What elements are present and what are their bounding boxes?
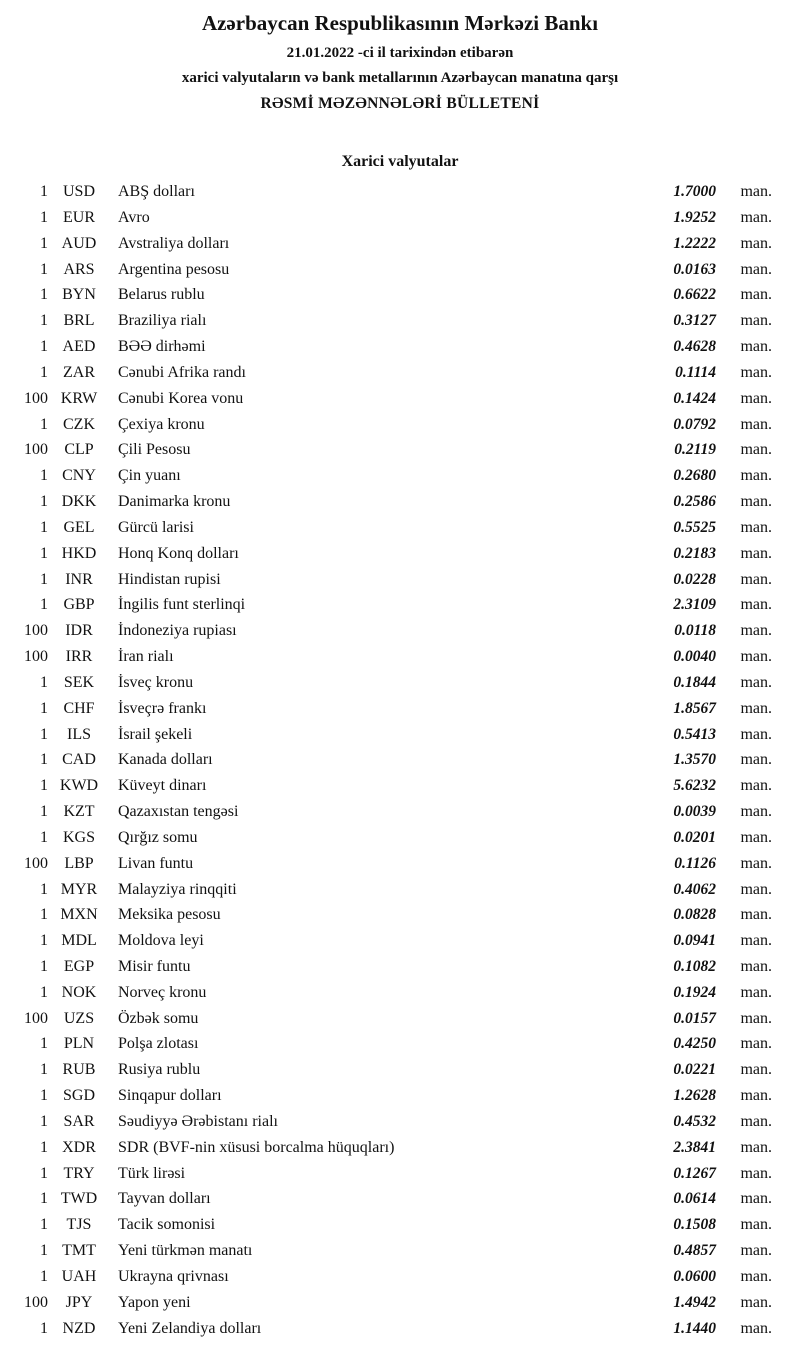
- currency-name-cell: ABŞ dolları: [118, 183, 195, 201]
- rate-value-cell: 0.0828: [673, 906, 716, 924]
- rate-row: [4, 283, 772, 309]
- quantity-cell: 1: [40, 544, 48, 562]
- currency-code-cell: UAH: [61, 1267, 97, 1285]
- currency-code-cell: KRW: [60, 389, 98, 407]
- unit-cell: man.: [740, 208, 772, 226]
- unit-cell: man.: [740, 441, 772, 459]
- rate-row: [4, 1083, 772, 1109]
- rate-value-cell: 0.2586: [673, 493, 716, 511]
- unit-cell: man.: [740, 1319, 772, 1337]
- rate-row: [4, 593, 772, 619]
- currency-code-cell: DKK: [61, 493, 97, 511]
- quantity-cell: 1: [40, 1216, 48, 1234]
- rate-value-cell: 0.4628: [673, 338, 716, 356]
- rate-row: [4, 722, 772, 748]
- quantity-cell: 1: [40, 1190, 48, 1208]
- currency-name-cell: İsveç kronu: [118, 673, 194, 691]
- unit-cell: man.: [740, 1138, 772, 1156]
- rate-value-cell: 1.9252: [673, 208, 716, 226]
- rate-row: [4, 1057, 772, 1083]
- currency-code-cell: LBP: [64, 854, 94, 872]
- currency-name-cell: Belarus rublu: [118, 286, 205, 304]
- currency-code-cell: NZD: [62, 1319, 96, 1337]
- currency-name-cell: Meksika pesosu: [118, 906, 221, 924]
- date-line: 21.01.2022 -ci il tarixindən etibarən: [286, 45, 514, 62]
- currency-name-cell: Tayvan dolları: [118, 1190, 211, 1208]
- rate-row: [4, 334, 772, 360]
- currency-name-cell: Qırğız somu: [118, 828, 198, 846]
- quantity-cell: 1: [40, 1087, 48, 1105]
- currency-name-cell: Rusiya rublu: [118, 1061, 201, 1079]
- currency-name-cell: Küveyt dinarı: [118, 777, 207, 795]
- rate-value-cell: 0.1844: [673, 673, 716, 691]
- rate-row: [4, 954, 772, 980]
- rate-value-cell: 5.6232: [673, 777, 716, 795]
- rate-value-cell: 0.1082: [673, 958, 716, 975]
- unit-cell: man.: [740, 312, 772, 330]
- quantity-cell: 1: [40, 906, 48, 924]
- unit-cell: man.: [740, 725, 772, 743]
- quantity-cell: 100: [24, 622, 48, 640]
- rate-value-cell: 1.3570: [673, 751, 716, 769]
- rate-value-cell: 0.4532: [673, 1112, 716, 1130]
- currency-name-cell: Çexiya kronu: [118, 415, 205, 433]
- currency-name-cell: Yapon yeni: [118, 1293, 191, 1311]
- currency-code-cell: KGS: [62, 828, 95, 846]
- currency-name-cell: Səudiyyə Ərəbistanı rialı: [118, 1112, 278, 1130]
- unit-cell: man.: [740, 1061, 772, 1079]
- unit-cell: man.: [740, 1242, 772, 1260]
- currency-name-cell: İsrail şekeli: [118, 725, 193, 743]
- currency-name-cell: Sinqapur dolları: [118, 1087, 222, 1105]
- currency-code-cell: GBP: [63, 596, 95, 614]
- quantity-cell: 1: [40, 1138, 48, 1156]
- subtitle-line: xarici valyutaların və bank metallarının Azərbaycan manatına qarşı: [181, 70, 619, 87]
- rate-row: [4, 438, 772, 464]
- unit-cell: man.: [740, 673, 772, 691]
- rate-row: [4, 515, 772, 541]
- currency-code-cell: IRR: [65, 648, 93, 666]
- rate-row: [4, 463, 772, 489]
- quantity-cell: 1: [40, 1035, 48, 1053]
- currency-name-cell: Çin yuanı: [118, 467, 181, 485]
- quantity-cell: 100: [24, 1293, 48, 1311]
- unit-cell: man.: [740, 932, 772, 950]
- quantity-cell: 100: [24, 648, 48, 666]
- currency-code-cell: TRY: [63, 1164, 95, 1182]
- unit-cell: man.: [740, 1087, 772, 1105]
- quantity-cell: 1: [40, 570, 48, 588]
- unit-cell: man.: [740, 1190, 772, 1208]
- rate-value-cell: 0.3127: [673, 312, 716, 330]
- currency-code-cell: KWD: [59, 777, 99, 795]
- rate-value-cell: 0.2183: [673, 544, 716, 562]
- currency-name-cell: Ukrayna qrivnası: [118, 1267, 229, 1285]
- rate-value-cell: 0.0201: [673, 828, 716, 846]
- currency-name-cell: Tacik somonisi: [118, 1216, 216, 1234]
- quantity-cell: 1: [40, 1267, 48, 1285]
- quantity-cell: 1: [40, 260, 48, 278]
- currency-name-cell: Malayziya rinqqiti: [118, 880, 237, 898]
- rate-row: [4, 670, 772, 696]
- rate-value-cell: 0.1114: [675, 363, 716, 381]
- currency-code-cell: CAD: [62, 751, 96, 769]
- rate-value-cell: 0.0118: [674, 622, 716, 640]
- rate-row: [4, 902, 772, 928]
- rate-row: [4, 851, 772, 877]
- currency-code-cell: MDL: [61, 932, 97, 950]
- unit-cell: man.: [740, 777, 772, 795]
- unit-cell: man.: [740, 518, 772, 536]
- currency-name-cell: İndoneziya rupiası: [118, 622, 237, 640]
- rate-value-cell: 1.8567: [673, 699, 716, 717]
- rate-row: [4, 1238, 772, 1264]
- currency-code-cell: CHF: [63, 699, 95, 717]
- currency-code-cell: SAR: [63, 1112, 95, 1130]
- currency-name-cell: Honq Konq dolları: [118, 544, 239, 562]
- currency-code-cell: UZS: [63, 1009, 95, 1027]
- currency-code-cell: JPY: [65, 1293, 93, 1311]
- rate-row: [4, 1135, 772, 1161]
- rate-value-cell: 0.0941: [673, 932, 716, 950]
- quantity-cell: 1: [40, 183, 48, 201]
- currency-code-cell: RUB: [62, 1061, 96, 1079]
- unit-cell: man.: [740, 1164, 772, 1182]
- quantity-cell: 1: [40, 234, 48, 252]
- rate-row: [4, 1161, 772, 1187]
- currency-name-cell: Hindistan rupisi: [118, 570, 221, 588]
- unit-cell: man.: [740, 958, 772, 975]
- rate-row: [4, 567, 772, 593]
- rate-row: [4, 412, 772, 438]
- currency-name-cell: Gürcü larisi: [118, 518, 194, 536]
- currency-code-cell: GEL: [63, 518, 95, 536]
- currency-code-cell: ZAR: [63, 363, 95, 381]
- unit-cell: man.: [740, 338, 772, 356]
- rates-table: [0, 179, 800, 1341]
- rate-row: [4, 231, 772, 257]
- unit-cell: man.: [740, 389, 772, 407]
- currency-name-cell: Türk lirəsi: [118, 1164, 186, 1182]
- unit-cell: man.: [740, 493, 772, 511]
- unit-cell: man.: [740, 363, 772, 381]
- rate-value-cell: 0.0163: [673, 260, 716, 278]
- quantity-cell: 1: [40, 1319, 48, 1337]
- unit-cell: man.: [740, 467, 772, 485]
- quantity-cell: 1: [40, 777, 48, 795]
- quantity-cell: 1: [40, 725, 48, 743]
- quantity-cell: 100: [24, 441, 48, 459]
- quantity-cell: 1: [40, 596, 48, 614]
- currency-name-cell: İngilis funt sterlinqi: [118, 596, 246, 614]
- rate-value-cell: 2.3109: [673, 596, 716, 614]
- rate-row: [4, 257, 772, 283]
- currency-name-cell: Argentina pesosu: [118, 260, 230, 278]
- unit-cell: man.: [740, 880, 772, 898]
- rate-value-cell: 1.1440: [673, 1319, 716, 1337]
- bulletin-title: RƏSMİ MƏZƏNNƏLƏRİ BÜLLETENİ: [260, 95, 540, 113]
- quantity-cell: 1: [40, 828, 48, 846]
- rate-row: [4, 1032, 772, 1058]
- rate-value-cell: 0.1924: [673, 983, 716, 1001]
- rate-value-cell: 0.0157: [673, 1009, 716, 1027]
- unit-cell: man.: [740, 906, 772, 924]
- currency-code-cell: TWD: [60, 1190, 98, 1208]
- currency-name-cell: Qazaxıstan tengəsi: [118, 803, 239, 821]
- currency-code-cell: INR: [65, 570, 93, 588]
- rate-row: [4, 747, 772, 773]
- currency-name-cell: Yeni Zelandiya dolları: [118, 1319, 262, 1337]
- quantity-cell: 100: [24, 389, 48, 407]
- rate-value-cell: 0.0040: [673, 648, 716, 666]
- unit-cell: man.: [740, 415, 772, 433]
- rate-row: [4, 773, 772, 799]
- unit-cell: man.: [740, 751, 772, 769]
- currency-code-cell: AUD: [61, 234, 97, 252]
- currency-name-cell: Cənubi Afrika randı: [118, 363, 246, 381]
- quantity-cell: 1: [40, 880, 48, 898]
- currency-code-cell: CNY: [62, 467, 96, 485]
- currency-code-cell: KZT: [63, 803, 95, 821]
- unit-cell: man.: [740, 1293, 772, 1311]
- currency-name-cell: Cənubi Korea vonu: [118, 389, 244, 407]
- rate-row: [4, 205, 772, 231]
- currency-name-cell: Kanada dolları: [118, 751, 213, 769]
- currency-code-cell: ILS: [67, 725, 91, 743]
- quantity-cell: 100: [24, 854, 48, 872]
- rate-row: [4, 1006, 772, 1032]
- quantity-cell: 1: [40, 803, 48, 821]
- rate-value-cell: 0.6622: [673, 286, 716, 304]
- rate-row: [4, 980, 772, 1006]
- currency-code-cell: MYR: [60, 880, 98, 898]
- currency-name-cell: Çili Pesosu: [118, 441, 191, 459]
- rate-value-cell: 0.0600: [673, 1267, 716, 1285]
- currency-code-cell: EGP: [63, 958, 95, 975]
- quantity-cell: 1: [40, 1164, 48, 1182]
- unit-cell: man.: [740, 570, 772, 588]
- rate-row: [4, 1264, 772, 1290]
- quantity-cell: 1: [40, 338, 48, 356]
- currency-code-cell: PLN: [63, 1035, 95, 1053]
- quantity-cell: 1: [40, 286, 48, 304]
- rate-row: [4, 386, 772, 412]
- unit-cell: man.: [740, 699, 772, 717]
- unit-cell: man.: [740, 234, 772, 252]
- unit-cell: man.: [740, 183, 772, 201]
- rate-value-cell: 0.0792: [673, 415, 716, 433]
- unit-cell: man.: [740, 596, 772, 614]
- rate-row: [4, 1316, 772, 1342]
- rate-value-cell: 0.2119: [674, 441, 716, 459]
- quantity-cell: 1: [40, 699, 48, 717]
- rate-row: [4, 489, 772, 515]
- quantity-cell: 1: [40, 415, 48, 433]
- unit-cell: man.: [740, 648, 772, 666]
- rate-value-cell: 0.1126: [674, 854, 716, 872]
- quantity-cell: 1: [40, 363, 48, 381]
- rate-value-cell: 0.4250: [673, 1035, 716, 1053]
- rate-row: [4, 618, 772, 644]
- currency-name-cell: Norveç kronu: [118, 983, 207, 1001]
- currency-code-cell: NOK: [61, 983, 97, 1001]
- currency-name-cell: Yeni türkmən manatı: [118, 1242, 253, 1260]
- currency-code-cell: USD: [62, 183, 95, 201]
- currency-name-cell: BƏƏ dirhəmi: [118, 338, 206, 356]
- currency-name-cell: Braziliya rialı: [118, 312, 207, 330]
- unit-cell: man.: [740, 803, 772, 821]
- currency-code-cell: HKD: [61, 544, 97, 562]
- currency-name-cell: Özbək somu: [118, 1009, 199, 1027]
- currency-code-cell: ARS: [63, 260, 95, 278]
- currency-code-cell: MXN: [60, 906, 98, 924]
- currency-name-cell: SDR (BVF-nin xüsusi borcalma hüquqları): [118, 1138, 395, 1156]
- currency-code-cell: BYN: [62, 286, 96, 304]
- currency-name-cell: Livan funtu: [118, 854, 194, 872]
- rate-value-cell: 0.2680: [673, 467, 716, 485]
- quantity-cell: 1: [40, 1242, 48, 1260]
- rate-value-cell: 0.0039: [673, 803, 716, 821]
- currency-code-cell: XDR: [62, 1138, 96, 1156]
- currency-name-cell: Moldova leyi: [118, 932, 204, 950]
- quantity-cell: 1: [40, 467, 48, 485]
- rate-row: [4, 1212, 772, 1238]
- currency-name-cell: Polşa zlotası: [118, 1035, 199, 1053]
- unit-cell: man.: [740, 828, 772, 846]
- currency-name-cell: Danimarka kronu: [118, 493, 231, 511]
- rate-row: [4, 825, 772, 851]
- unit-cell: man.: [740, 260, 772, 278]
- quantity-cell: 1: [40, 1061, 48, 1079]
- rate-row: [4, 799, 772, 825]
- currency-name-cell: Avro: [118, 208, 150, 226]
- currency-code-cell: EUR: [63, 208, 95, 226]
- quantity-cell: 1: [40, 493, 48, 511]
- rate-value-cell: 0.0614: [673, 1190, 716, 1208]
- rate-row: [4, 928, 772, 954]
- unit-cell: man.: [740, 622, 772, 640]
- unit-cell: man.: [740, 1112, 772, 1130]
- rate-value-cell: 0.1424: [673, 389, 716, 407]
- currency-name-cell: Avstraliya dolları: [118, 234, 230, 252]
- unit-cell: man.: [740, 854, 772, 872]
- rate-value-cell: 1.7000: [673, 183, 716, 201]
- quantity-cell: 100: [24, 1009, 48, 1027]
- rate-value-cell: 1.2628: [673, 1087, 716, 1105]
- rate-value-cell: 0.1267: [673, 1164, 716, 1182]
- quantity-cell: 1: [40, 673, 48, 691]
- quantity-cell: 1: [40, 751, 48, 769]
- rate-value-cell: 2.3841: [673, 1138, 716, 1156]
- rate-row: [4, 360, 772, 386]
- quantity-cell: 1: [40, 932, 48, 950]
- currency-code-cell: SEK: [63, 673, 95, 691]
- currency-code-cell: TMT: [62, 1242, 96, 1260]
- currency-code-cell: BRL: [63, 312, 95, 330]
- section-title: Xarici valyutalar: [341, 153, 459, 171]
- rate-value-cell: 0.1508: [673, 1216, 716, 1234]
- currency-code-cell: CLP: [64, 441, 94, 459]
- rate-value-cell: 0.4857: [673, 1242, 716, 1260]
- rate-row: [4, 1290, 772, 1316]
- rate-value-cell: 0.0228: [673, 570, 716, 588]
- rate-value-cell: 0.4062: [673, 880, 716, 898]
- quantity-cell: 1: [40, 208, 48, 226]
- currency-name-cell: Misir funtu: [118, 958, 191, 975]
- rate-value-cell: 1.4942: [673, 1293, 716, 1311]
- unit-cell: man.: [740, 1035, 772, 1053]
- rate-row: [4, 1109, 772, 1135]
- unit-cell: man.: [740, 286, 772, 304]
- page-title: Azərbaycan Respublikasının Mərkəzi Bankı: [201, 11, 599, 35]
- currency-code-cell: CZK: [63, 415, 95, 433]
- rate-row: [4, 308, 772, 334]
- rate-row: [4, 644, 772, 670]
- unit-cell: man.: [740, 1216, 772, 1234]
- rate-row: [4, 541, 772, 567]
- rate-row: [4, 1187, 772, 1213]
- rate-row: [4, 877, 772, 903]
- rate-value-cell: 0.5413: [673, 725, 716, 743]
- unit-cell: man.: [740, 983, 772, 1001]
- rate-row: [4, 179, 772, 205]
- currency-code-cell: IDR: [65, 622, 93, 640]
- rate-value-cell: 1.2222: [673, 234, 716, 252]
- quantity-cell: 1: [40, 958, 48, 975]
- currency-code-cell: AED: [62, 338, 96, 356]
- quantity-cell: 1: [40, 312, 48, 330]
- unit-cell: man.: [740, 1009, 772, 1027]
- rate-row: [4, 696, 772, 722]
- currency-name-cell: İran rialı: [118, 648, 174, 666]
- document-header: [0, 0, 800, 113]
- currency-name-cell: İsveçrə frankı: [118, 699, 207, 717]
- rate-value-cell: 0.0221: [673, 1061, 716, 1079]
- unit-cell: man.: [740, 1267, 772, 1285]
- currency-code-cell: SGD: [62, 1087, 95, 1105]
- quantity-cell: 1: [40, 983, 48, 1001]
- currency-code-cell: TJS: [66, 1216, 92, 1234]
- unit-cell: man.: [740, 544, 772, 562]
- quantity-cell: 1: [40, 1112, 48, 1130]
- quantity-cell: 1: [40, 518, 48, 536]
- rate-value-cell: 0.5525: [673, 518, 716, 536]
